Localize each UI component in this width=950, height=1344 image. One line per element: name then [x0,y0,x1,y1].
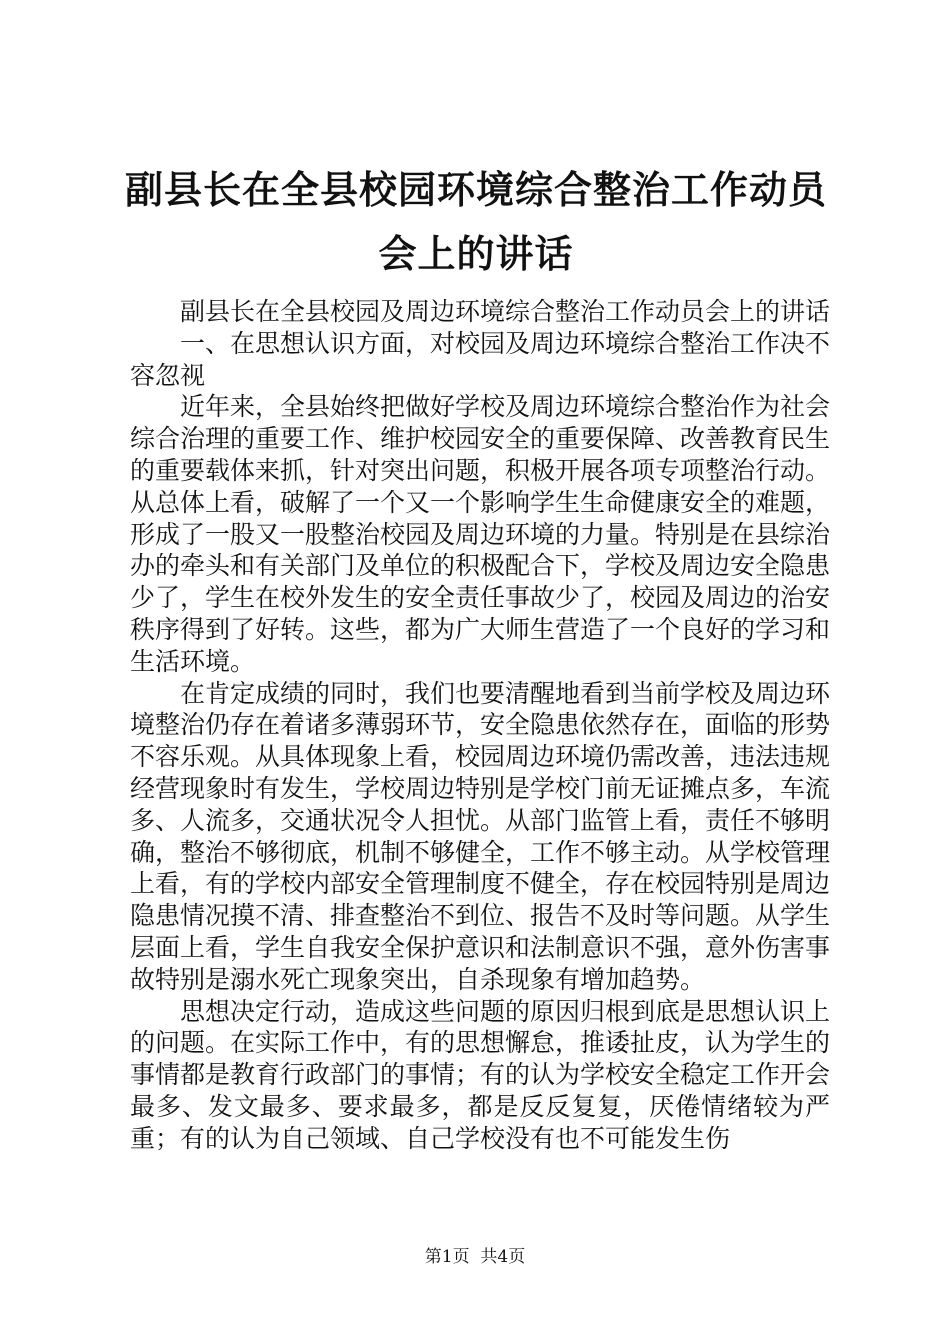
paragraph: 思想决定行动，造成这些问题的原因归根到底是思想认识上的问题。在实际工作中，有的思想懈怠，推诿扯皮，认为学生的事情都是教育行政部门的事情；有的认为学校安全稳定工作开会最多、发文最多、要求最多，都是反反复复，厌倦情绪较为严重；有的认为自己领域、自己学校没有也不可能发生伤 [130,996,831,1153]
paragraph: 近年来，全县始终把做好学校及周边环境综合整治作为社会综合治理的重要工作、维护校园安全的重要保障、改善教育民生的重要载体来抓，针对突出问题，积极开展各项专项整治行动。从总体上看，破解了一个又一个影响学生生命健康安全的难题，形成了一股又一股整治校园及周边环境的力量。特别是在县综治办的牵头和有关部门及单位的积极配合下，学校及周边安全隐患少了，学生在校外发生的安全责任事故少了，校园及周边的治安秩序得到了好转。这些，都为广大师生营造了一个良好的学习和生活环境。 [130,392,831,676]
page-number-footer: 第1页 共4页 [424,1247,526,1267]
paragraph: 在肯定成绩的同时，我们也要清醒地看到当前学校及周边环境整治仍存在着诸多薄弱环节，安全隐患依然存在，面临的形势不容乐观。从具体现象上看，校园周边环境仍需改善，违法违规经营现象时有发生，学校周边特别是学校门前无证摊点多，车流多、人流多，交通状况令人担忧。从部门监管上看，责任不够明确，整治不够彻底，机制不够健全，工作不够主动。从学校管理上看，有的学校内部安全管理制度不健全，存在校园特别是周边隐患情况摸不清、排查整治不到位、报告不及时等问题。从学生层面上看，学生自我安全保护意识和法制意识不强，意外伤害事故特别是溺水死亡现象突出，自杀现象有增加趋势。 [130,678,831,994]
paragraph-subtitle: 副县长在全县校园及周边环境综合整治工作动员会上的讲话 [180,297,831,326]
paragraph-section-heading: 一、在思想认识方面，对校园及周边环境综合整治工作决不容忽视 [130,328,831,390]
document-title: 副县长在全县校园环境综合整治工作动员会上的讲话 [124,167,827,276]
document-body [130,296,830,1155]
